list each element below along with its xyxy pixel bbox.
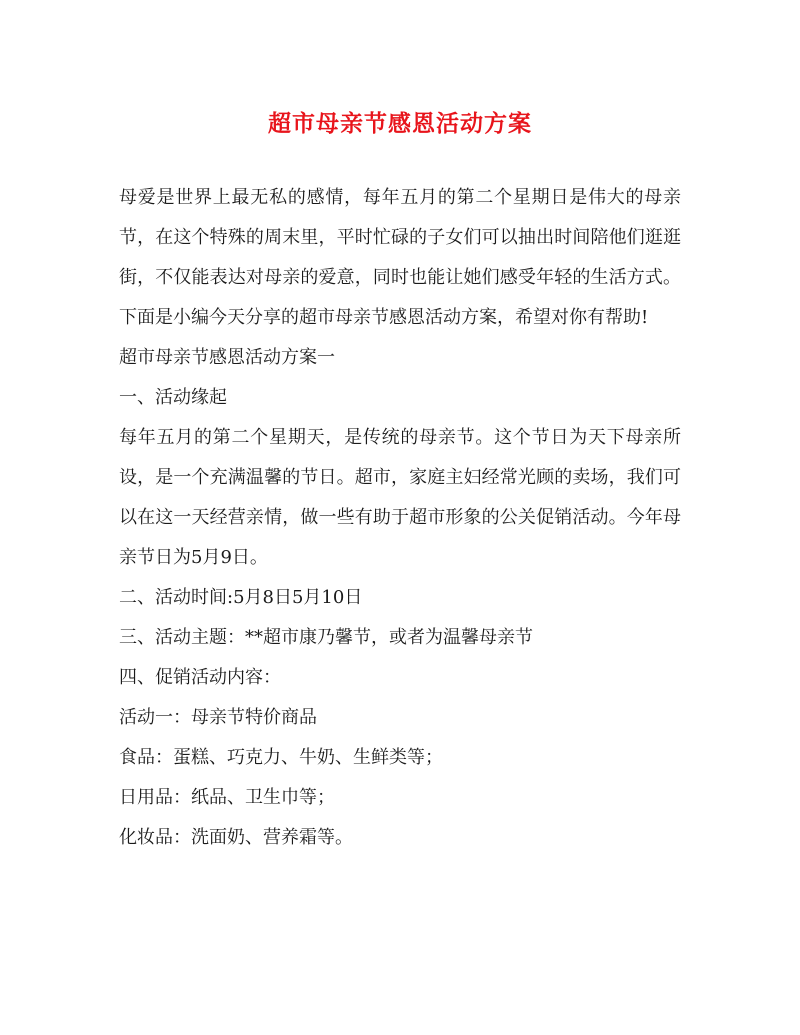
- document-body: [119, 178, 681, 858]
- section3-line: 三、活动主题：**超市康乃馨节，或者为温馨母亲节: [119, 627, 533, 648]
- section1-heading: 一、活动缘起: [119, 387, 227, 408]
- plan-heading: 超市母亲节感恩活动方案一: [119, 347, 335, 368]
- section4-heading: 四、促销活动内容：: [119, 667, 281, 688]
- activity1-line: 活动一：母亲节特价商品: [119, 707, 317, 728]
- food-line: 食品：蛋糕、巧克力、牛奶、生鲜类等；: [119, 747, 443, 768]
- section2-line: 二、活动时间:5月8日5月10日: [119, 587, 363, 608]
- daily-line: 日用品：纸品、卫生巾等；: [119, 787, 335, 808]
- section1-paragraph: 每年五月的第二个星期天，是传统的母亲节。这个节日为天下母亲所设，是一个充满温馨的节日。超市，家庭主妇经常光顾的卖场，我们可以在这一天经营亲情，做一些有助于超市形象的公关促销活动。今年母亲节日为5月9日。: [119, 427, 681, 568]
- cosmetics-line: 化妆品：洗面奶、营养霜等。: [119, 827, 353, 848]
- intro-paragraph: 母爱是世界上最无私的感情，每年五月的第二个星期日是伟大的母亲节，在这个特殊的周末里，平时忙碌的子女们可以抽出时间陪他们逛逛街，不仅能表达对母亲的爱意，同时也能让她们感受年轻的生活方式。下面是小编今天分享的超市母亲节感恩活动方案，希望对你有帮助!: [119, 187, 681, 328]
- document-title: 超市母亲节感恩活动方案: [268, 110, 532, 137]
